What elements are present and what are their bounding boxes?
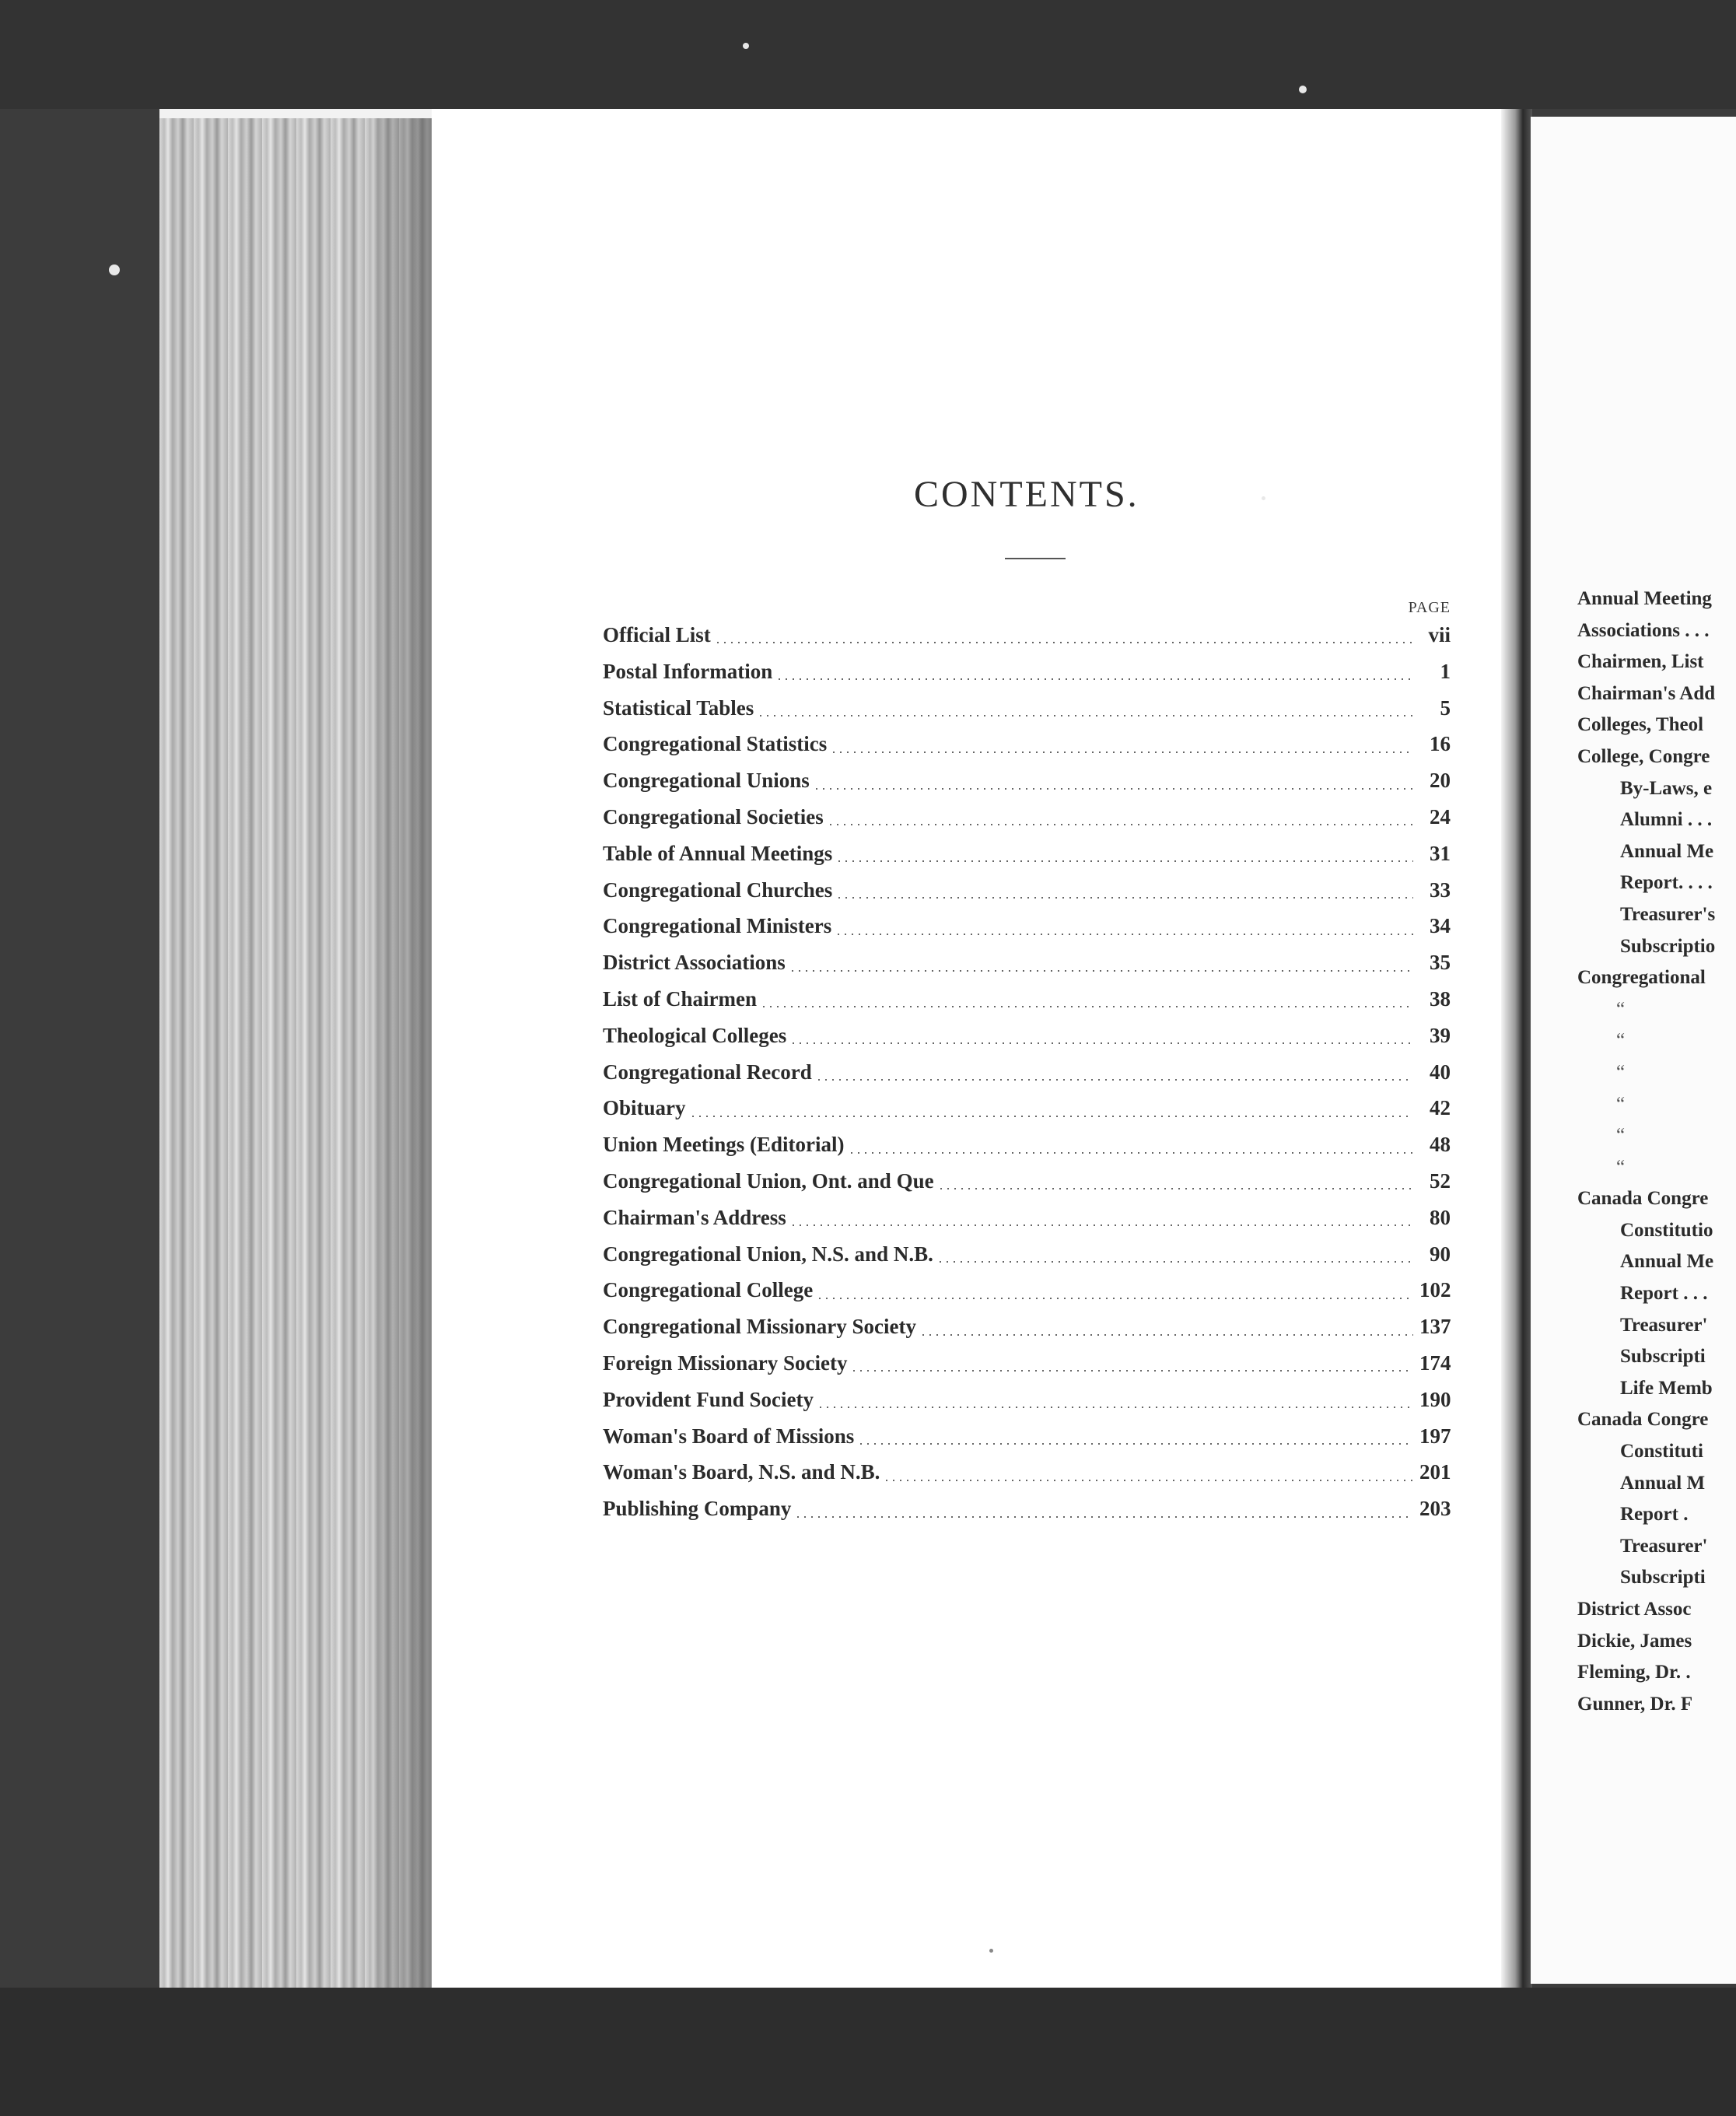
dot-leader <box>886 1480 1413 1481</box>
index-entry: Gunner, Dr. F <box>1577 1693 1693 1715</box>
contents-entry-page: 24 <box>1430 804 1451 829</box>
contents-entry-page: 34 <box>1430 914 1451 938</box>
contents-entry <box>603 1018 1451 1054</box>
contents-entry-page: 48 <box>1430 1133 1451 1157</box>
index-entry: Fleming, Dr. . <box>1577 1662 1691 1683</box>
index-entry: Annual M <box>1620 1472 1706 1494</box>
contents-entry-label: Congregational Churches <box>603 878 833 902</box>
page-column-header: PAGE <box>1408 599 1451 616</box>
index-entry: Alumni . . . <box>1620 809 1713 831</box>
index-entry: Report . <box>1620 1504 1689 1526</box>
contents-entry-label: Statistical Tables <box>603 695 754 720</box>
dot-leader <box>793 1224 1413 1226</box>
contents-entry-page: 174 <box>1419 1351 1451 1375</box>
contents-entry-page: 197 <box>1419 1424 1451 1448</box>
contents-entry <box>603 1163 1451 1200</box>
index-entry: Chairmen, List <box>1577 651 1704 673</box>
contents-entry-label: Congregational Statistics <box>603 732 828 756</box>
dust-speck <box>743 43 749 49</box>
contents-entry-page: 102 <box>1419 1278 1451 1302</box>
index-entry: “ <box>1616 1030 1626 1052</box>
dust-speck <box>109 264 120 275</box>
dot-leader <box>793 1042 1413 1044</box>
dot-leader <box>940 1261 1413 1263</box>
page-edge-top <box>159 109 432 118</box>
contents-entry-label: Theological Colleges <box>603 1023 787 1047</box>
dot-leader <box>692 1116 1413 1117</box>
contents-entry-label: Table of Annual Meetings <box>603 841 833 865</box>
contents-entry-page: 52 <box>1430 1168 1451 1193</box>
contents-entry <box>603 836 1451 872</box>
index-entry: “ <box>1616 1061 1626 1083</box>
facing-index-list <box>1577 583 1736 1720</box>
dot-leader <box>763 1006 1413 1007</box>
dot-leader <box>816 788 1413 790</box>
scanner-background-top <box>0 0 1736 109</box>
contents-entry-page: 40 <box>1430 1060 1451 1084</box>
book-gutter <box>1501 109 1532 1988</box>
contents-entry-label: District Associations <box>603 951 786 975</box>
page-edges-shadow <box>369 113 432 1988</box>
index-entry: By-Laws, e <box>1620 777 1713 799</box>
index-entry: Treasurer's <box>1620 903 1716 925</box>
contents-entry <box>603 617 1451 653</box>
dot-leader <box>860 1443 1413 1445</box>
index-entry: “ <box>1616 998 1626 1020</box>
index-entry: Treasurer' <box>1620 1314 1708 1336</box>
index-entry: Constituti <box>1620 1441 1703 1463</box>
dot-leader <box>853 1370 1413 1372</box>
contents-entry-page: 5 <box>1440 695 1451 720</box>
contents-entry <box>603 1454 1451 1491</box>
contents-entry-page: 90 <box>1430 1242 1451 1266</box>
dot-leader <box>940 1188 1413 1189</box>
contents-entry-label: Provident Fund Society <box>603 1387 814 1411</box>
index-entry: Subscriptio <box>1620 935 1716 957</box>
dot-leader <box>922 1334 1413 1336</box>
contents-entry-page: 16 <box>1430 732 1451 756</box>
index-entry: Annual Me <box>1620 840 1714 862</box>
contents-entry-label: Congregational Union, N.S. and N.B. <box>603 1242 933 1266</box>
index-entry: Annual Me <box>1620 1251 1714 1273</box>
index-entry: Life Memb <box>1620 1377 1713 1399</box>
contents-entry-label: Congregational Missionary Society <box>603 1315 916 1339</box>
contents-entry-label: Postal Information <box>603 659 773 683</box>
contents-entry-page: 20 <box>1430 769 1451 793</box>
index-entry: “ <box>1616 1156 1626 1178</box>
index-entry: College, Congre <box>1577 745 1710 767</box>
contents-entry <box>603 1200 1451 1236</box>
contents-entry-page: 1 <box>1440 659 1451 683</box>
index-entry: Annual Meeting <box>1577 588 1712 609</box>
index-entry: Subscripti <box>1620 1567 1706 1589</box>
contents-entry-page: 38 <box>1430 986 1451 1011</box>
contents-entry <box>603 1491 1451 1527</box>
dust-speck <box>989 1949 993 1953</box>
index-entry: Subscripti <box>1620 1346 1706 1368</box>
index-entry: Treasurer' <box>1620 1535 1708 1557</box>
dust-speck <box>1262 496 1265 500</box>
index-entry: District Assoc <box>1577 1599 1692 1620</box>
contents-entry <box>603 944 1451 981</box>
dot-leader <box>819 1298 1413 1299</box>
contents-entry <box>603 1382 1451 1418</box>
contents-entry-label: List of Chairmen <box>603 986 757 1011</box>
contents-entry <box>603 762 1451 799</box>
index-entry: “ <box>1616 1093 1626 1115</box>
index-entry: “ <box>1616 1125 1626 1147</box>
contents-entry <box>603 1345 1451 1382</box>
contents-entry-page: 203 <box>1419 1497 1451 1521</box>
dot-leader <box>830 824 1413 825</box>
index-entry: Colleges, Theol <box>1577 714 1704 736</box>
dot-leader <box>838 897 1413 899</box>
contents-entry <box>603 653 1451 690</box>
dot-leader <box>838 934 1413 935</box>
dot-leader <box>833 751 1413 753</box>
dot-leader <box>779 678 1413 680</box>
contents-entry-label: Obituary <box>603 1096 686 1120</box>
contents-entry <box>603 1272 1451 1308</box>
contents-entry-page: 31 <box>1430 841 1451 865</box>
scanner-background-bottom <box>0 1988 1736 2116</box>
contents-entry <box>603 908 1451 944</box>
contents-entry <box>603 1236 1451 1273</box>
index-entry: Canada Congre <box>1577 1409 1709 1431</box>
contents-entry <box>603 1090 1451 1126</box>
contents-entry-label: Publishing Company <box>603 1497 792 1521</box>
contents-entry <box>603 726 1451 762</box>
contents-entry-page: 42 <box>1430 1096 1451 1120</box>
contents-entry-page: 190 <box>1419 1387 1451 1411</box>
title-rule <box>1005 558 1066 559</box>
contents-entry-page: 33 <box>1430 878 1451 902</box>
dot-leader <box>818 1079 1413 1081</box>
contents-entry-label: Congregational Societies <box>603 804 824 829</box>
dot-leader <box>797 1516 1413 1518</box>
index-entry: Report . . . <box>1620 1283 1708 1305</box>
contents-entry <box>603 799 1451 836</box>
contents-entry-page: 201 <box>1419 1460 1451 1484</box>
contents-entry-label: Foreign Missionary Society <box>603 1351 848 1375</box>
dot-leader <box>820 1407 1413 1408</box>
contents-entry-page: 137 <box>1419 1315 1451 1339</box>
dot-leader <box>851 1152 1414 1154</box>
index-entry: Constitutio <box>1620 1219 1713 1241</box>
contents-entry-label: Congregational College <box>603 1278 814 1302</box>
contents-entry-page: 39 <box>1430 1023 1451 1047</box>
contents-entry-label: Congregational Record <box>603 1060 812 1084</box>
contents-entry-label: Woman's Board of Missions <box>603 1424 855 1448</box>
dust-speck <box>1299 86 1307 93</box>
contents-entry-label: Congregational Ministers <box>603 914 832 938</box>
dot-leader <box>792 970 1413 972</box>
contents-entry <box>603 1126 1451 1163</box>
dot-leader <box>838 860 1413 862</box>
contents-entry-page: 35 <box>1430 951 1451 975</box>
contents-entry-label: Union Meetings (Editorial) <box>603 1133 845 1157</box>
index-entry: Congregational <box>1577 967 1706 989</box>
index-entry: Chairman's Add <box>1577 682 1716 704</box>
contents-list <box>603 617 1451 1527</box>
contents-entry-label: Congregational Unions <box>603 769 810 793</box>
contents-entry <box>603 1308 1451 1345</box>
contents-entry <box>603 1054 1451 1091</box>
contents-entry-page: vii <box>1428 623 1451 646</box>
index-entry: Dickie, James <box>1577 1630 1692 1652</box>
dot-leader <box>760 715 1413 716</box>
contents-entry <box>603 872 1451 909</box>
index-entry: Canada Congre <box>1577 1188 1709 1210</box>
contents-title: CONTENTS. <box>914 474 1139 515</box>
index-entry: Associations . . . <box>1577 619 1710 641</box>
contents-entry-page: 80 <box>1430 1205 1451 1229</box>
contents-entry-label: Chairman's Address <box>603 1205 786 1229</box>
contents-entry-label: Woman's Board, N.S. and N.B. <box>603 1460 880 1484</box>
contents-entry <box>603 690 1451 727</box>
contents-entry-label: Congregational Union, Ont. and Que <box>603 1168 934 1193</box>
contents-entry <box>603 1418 1451 1455</box>
contents-entry-label: Official List <box>603 623 711 646</box>
contents-entry <box>603 981 1451 1018</box>
index-entry: Report. . . . <box>1620 872 1713 894</box>
dot-leader <box>717 642 1413 643</box>
